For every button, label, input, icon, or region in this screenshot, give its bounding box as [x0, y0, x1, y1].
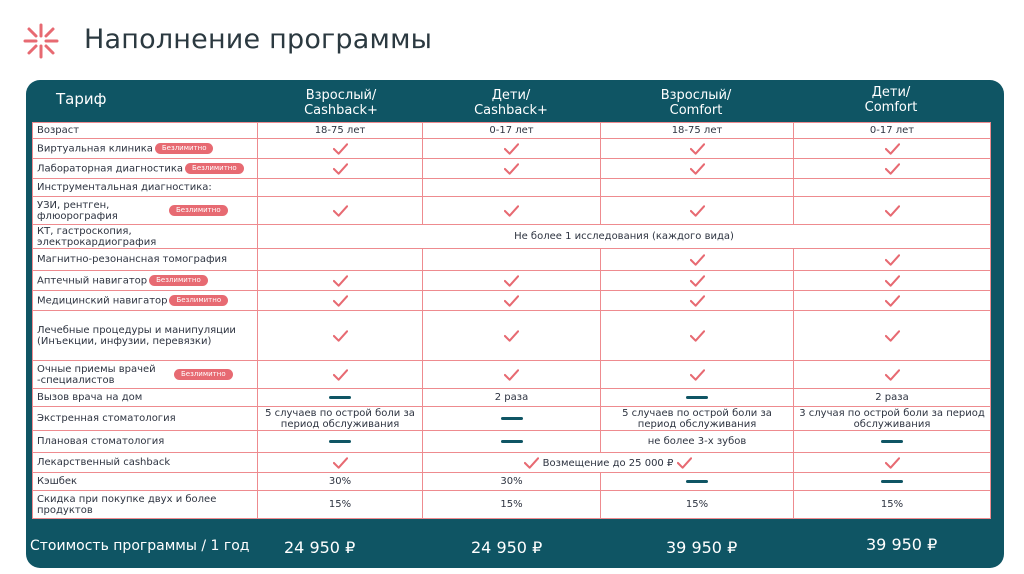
cell [258, 431, 423, 453]
row-label [33, 291, 258, 311]
cell [423, 179, 601, 197]
cell [258, 389, 423, 407]
checkmark-icon [333, 143, 348, 155]
cell [794, 249, 991, 271]
cell [601, 389, 794, 407]
checkmark-icon [885, 254, 900, 266]
row-label: Лекарственный cashback [33, 453, 258, 473]
cell [794, 271, 991, 291]
table-row [33, 139, 991, 159]
cell: 15% [794, 491, 991, 519]
checkmark-icon [885, 330, 900, 342]
cell: 5 случаев по острой боли за период обслуживания [601, 407, 794, 431]
cell [601, 179, 794, 197]
row-label-text: Медицинский навигатор [37, 295, 168, 307]
checkmark-icon [333, 369, 348, 381]
unlimited-badge: Безлимитно [185, 163, 244, 174]
checkmark-icon [333, 163, 348, 175]
cell [258, 271, 423, 291]
cell [258, 291, 423, 311]
cell [601, 311, 794, 361]
row-label: Лечебные процедуры и манипуляции (Инъекции, инфузии, перевязки) [33, 311, 258, 361]
cell: 5 случаев по острой боли за период обслуживания [258, 407, 423, 431]
dash-icon [881, 480, 903, 483]
cell [794, 431, 991, 453]
checkmark-icon [690, 369, 705, 381]
checkmark-icon [690, 205, 705, 217]
checkmark-icon [885, 163, 900, 175]
cell [423, 407, 601, 431]
checkmark-icon [504, 330, 519, 342]
unlimited-badge: Безлимитно [169, 295, 228, 306]
price-adult-cashback: 24 950 ₽ [284, 538, 356, 557]
table-row [33, 225, 991, 249]
row-label: Скидка при покупке двух и более продуктов [33, 491, 258, 519]
row-label-text: Аптечный навигатор [37, 275, 148, 287]
checkmark-icon [333, 330, 348, 342]
row-label: Экстренная стоматология [33, 407, 258, 431]
col-header-kids-comfort: Дети/ Comfort [864, 85, 918, 115]
cell [423, 431, 601, 453]
cell [601, 361, 794, 389]
checkmark-icon [677, 457, 692, 469]
cell: 15% [601, 491, 794, 519]
cell [423, 291, 601, 311]
price-kids-cashback: 24 950 ₽ [471, 538, 543, 557]
table-row [33, 179, 991, 197]
cell [794, 179, 991, 197]
checkmark-icon [504, 143, 519, 155]
sunburst-logo-icon [22, 22, 60, 60]
cell [258, 139, 423, 159]
checkmark-icon [690, 330, 705, 342]
dash-icon [501, 417, 523, 420]
merged-cell: Не более 1 исследования (каждого вида) [258, 225, 991, 249]
checkmark-icon [504, 163, 519, 175]
checkmark-icon [690, 295, 705, 307]
checkmark-icon [690, 275, 705, 287]
cell [423, 361, 601, 389]
checkmark-icon [885, 205, 900, 217]
cell [794, 473, 991, 491]
cell [258, 249, 423, 271]
dash-icon [686, 480, 708, 483]
table-row [33, 291, 991, 311]
cell: 30% [258, 473, 423, 491]
price-label: Стоимость программы / 1 год [30, 538, 250, 554]
table-row [33, 473, 991, 491]
col-header-kids-cashback: Дети/ Cashback+ [474, 88, 548, 118]
merged-cell [423, 453, 794, 473]
cell [601, 291, 794, 311]
cell [794, 159, 991, 179]
row-label: Вызов врача на дом [33, 389, 258, 407]
cell [423, 159, 601, 179]
cell [423, 197, 601, 225]
cell: 0-17 лет [423, 123, 601, 139]
cell [794, 291, 991, 311]
unlimited-badge: Безлимитно [149, 275, 208, 286]
cell: 2 раза [794, 389, 991, 407]
cell: 18-75 лет [601, 123, 794, 139]
cell [794, 453, 991, 473]
dash-icon [501, 440, 523, 443]
checkmark-icon [885, 143, 900, 155]
dash-icon [686, 396, 708, 399]
table-row [33, 159, 991, 179]
row-label [33, 361, 258, 389]
cell [258, 453, 423, 473]
table-row [33, 361, 991, 389]
cell [423, 249, 601, 271]
checkmark-icon [333, 275, 348, 287]
col-header-adult-cashback: Взрослый/ Cashback+ [304, 88, 378, 118]
cell: не более 3-х зубов [601, 431, 794, 453]
row-label-text: Очные приемы врачей -специалистов [37, 363, 156, 386]
pricing-panel [26, 80, 1004, 568]
unlimited-badge: Безлимитно [174, 369, 233, 380]
row-label-text: Лабораторная диагностика [37, 163, 184, 175]
cell [423, 271, 601, 291]
cell [258, 361, 423, 389]
cell [258, 159, 423, 179]
row-label: Плановая стоматология [33, 431, 258, 453]
table-row [33, 407, 991, 431]
cell [794, 361, 991, 389]
checkmark-icon [885, 275, 900, 287]
table-row [33, 123, 991, 139]
row-label: Кэшбек [33, 473, 258, 491]
cell [794, 311, 991, 361]
price-adult-comfort: 39 950 ₽ [666, 538, 738, 557]
price-kids-comfort: 39 950 ₽ [866, 535, 938, 554]
cell [601, 159, 794, 179]
cell [794, 197, 991, 225]
cell: 15% [258, 491, 423, 519]
checkmark-icon [504, 275, 519, 287]
table-row [33, 389, 991, 407]
cell [601, 197, 794, 225]
row-label-text: УЗИ, рентген, флюорография [37, 199, 118, 222]
cell [794, 139, 991, 159]
drug-cashback-text: Возмещение до 25 000 ₽ [542, 457, 674, 469]
row-label: КТ, гастроскопия, электрокардиография [33, 225, 258, 249]
dash-icon [881, 440, 903, 443]
checkmark-icon [885, 295, 900, 307]
table-row [33, 311, 991, 361]
cell: 0-17 лет [794, 123, 991, 139]
checkmark-icon [885, 369, 900, 381]
cell [601, 139, 794, 159]
row-label [33, 159, 258, 179]
unlimited-badge: Безлимитно [155, 143, 214, 154]
cell: 2 раза [423, 389, 601, 407]
cell [423, 311, 601, 361]
dash-icon [329, 396, 351, 399]
row-label: Возраст [33, 123, 258, 139]
dash-icon [329, 440, 351, 443]
checkmark-icon [504, 295, 519, 307]
table-row [33, 249, 991, 271]
cell [601, 473, 794, 491]
checkmark-icon [504, 205, 519, 217]
cell: 18-75 лет [258, 123, 423, 139]
row-label [33, 271, 258, 291]
section-label: Инструментальная диагностика: [33, 179, 258, 197]
cell [258, 179, 423, 197]
table-row [33, 453, 991, 473]
table-row [33, 271, 991, 291]
checkmark-icon [333, 205, 348, 217]
cell: 15% [423, 491, 601, 519]
cell: 30% [423, 473, 601, 491]
row-label-text: Виртуальная клиника [37, 143, 153, 155]
program-table [32, 122, 991, 519]
cell [258, 197, 423, 225]
cell [258, 311, 423, 361]
table-row [33, 431, 991, 453]
checkmark-icon [504, 369, 519, 381]
checkmark-icon [690, 163, 705, 175]
checkmark-icon [690, 143, 705, 155]
table-row [33, 197, 991, 225]
col-header-adult-comfort: Взрослый/ Comfort [660, 88, 732, 118]
row-label [33, 197, 258, 225]
cell [601, 271, 794, 291]
row-label [33, 139, 258, 159]
checkmark-icon [333, 295, 348, 307]
checkmark-icon [690, 254, 705, 266]
row-label: Магнитно-резонансная томография [33, 249, 258, 271]
cell: 3 случая по острой боли за период обслуживания [794, 407, 991, 431]
checkmark-icon [333, 457, 348, 469]
page-title: Наполнение программы [84, 24, 433, 55]
checkmark-icon [524, 457, 539, 469]
cell [423, 139, 601, 159]
table-row [33, 491, 991, 519]
header-tarif: Тариф [56, 90, 107, 108]
unlimited-badge: Безлимитно [169, 205, 228, 216]
cell [601, 249, 794, 271]
checkmark-icon [885, 457, 900, 469]
